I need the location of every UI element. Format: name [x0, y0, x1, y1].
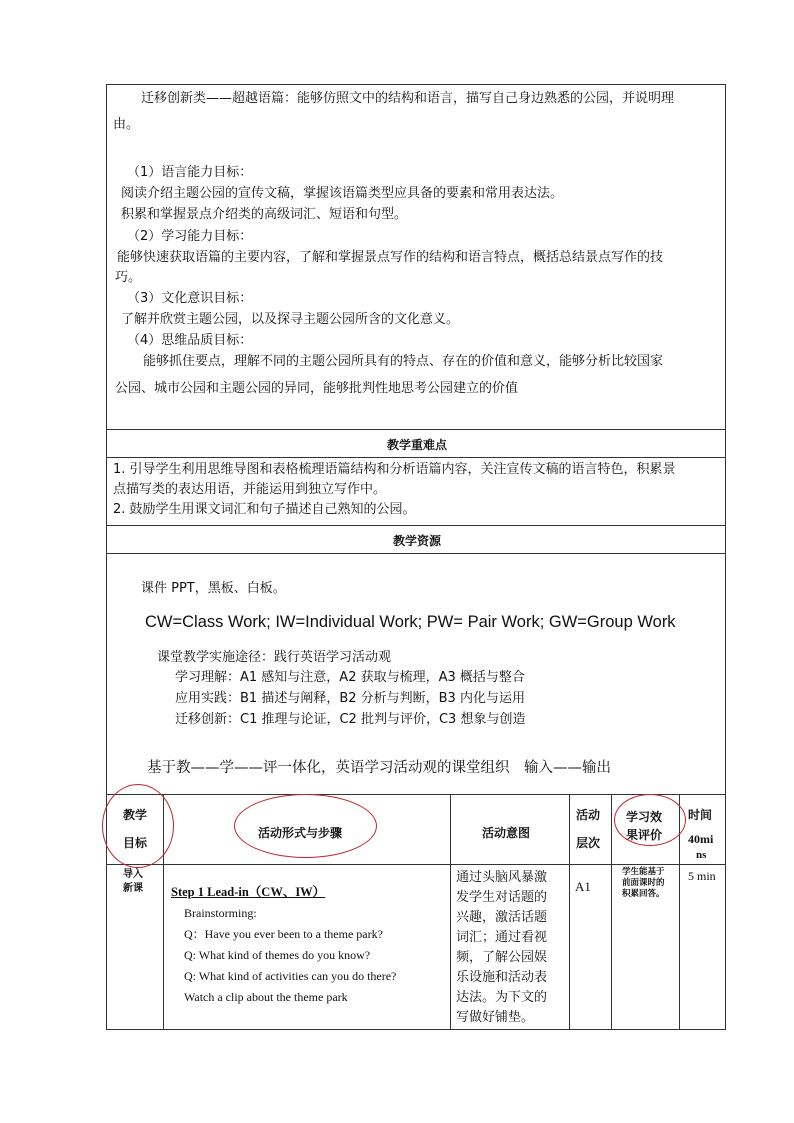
row1-intent-line-7: 达法。为下文的: [456, 990, 548, 1005]
level-c-line: 迁移创新：C1 推理与论证，C2 批判与评价，C3 想象与创造: [175, 712, 526, 727]
row1-goal-line-1: 导入: [123, 869, 143, 880]
col-intent-header: [451, 794, 570, 864]
goal3-line-1: 了解并欣赏主题公园，以及探寻主题公园所含的文化意义。: [121, 312, 460, 327]
row1-intent-line-4: 词汇；通过看视: [456, 930, 548, 945]
resources-body: [106, 554, 726, 794]
row1-eval-line-2: 前面课时的: [622, 878, 665, 888]
resources-header-row: [106, 526, 726, 554]
row1-time: 5 min: [688, 869, 716, 883]
col-steps-label: 活动形式与步骤: [258, 826, 343, 840]
goal4-line-2: 公园、城市公园和主题公园的异同，能够批判性地思考公园建立的价值: [115, 381, 519, 396]
goal3-title: （3）文化意识目标：: [127, 291, 253, 306]
resources-line-1: 课件 PPT，黑板、白板。: [141, 581, 286, 596]
row1-intent-line-6: 乐设施和活动表: [456, 970, 548, 985]
integration-line: 基于教——学——评一体化，英语学习活动观的课堂组织 输入——输出: [147, 760, 611, 776]
row1-eval-line-1: 学生能基于: [622, 867, 665, 877]
row1-level-cell: [570, 864, 612, 1030]
goal1-line-2: 积累和掌握景点介绍类的高级词汇、短语和句型。: [121, 207, 408, 222]
row1-step-title: Step 1 Lead-in（CW、IW）: [171, 885, 326, 899]
work-modes-legend: CW=Class Work; IW=Individual Work; PW= Pair Work; GW=Group Work: [145, 613, 676, 631]
row1-goal-cell: [106, 864, 164, 1030]
row1-step-line-4: Q: What kind of activities can you do there?: [184, 969, 397, 983]
goal1-line-1: 阅读介绍主题公园的宣传文稿，掌握该语篇类型应具备的要素和常用表达法。: [121, 186, 564, 201]
key-points-header: 教学重难点: [386, 438, 447, 452]
row1-intent-line-1: 通过头脑风暴激: [456, 870, 548, 885]
col-level-line-1: 活动: [576, 808, 601, 822]
col-time-line-1: 时间: [688, 808, 713, 822]
row1-eval-cell: [612, 864, 680, 1030]
key-points-body: [106, 458, 726, 526]
row1-level: A1: [575, 879, 591, 894]
approach-line: 课堂教学实施途径：践行英语学习活动观: [157, 650, 392, 665]
row1-intent-line-3: 兴趣，激活话题: [456, 910, 548, 925]
goal4-line-1: 能够抓住要点，理解不同的主题公园所具有的特点、存在的价值和意义，能够分析比较国家: [143, 354, 664, 369]
key-points-header-row: [106, 430, 726, 458]
row1-intent-line-5: 频，了解公园娱: [456, 950, 548, 965]
col-eval-line-1: 学习效: [626, 810, 663, 824]
resources-header: 教学资源: [392, 534, 441, 548]
col-time-line-2: 40mi: [688, 832, 714, 846]
intro-line-2: 由。: [113, 117, 140, 132]
col-eval-line-2: 果评价: [626, 828, 663, 842]
key-point-line-1: 1. 引导学生利用思维导图和表格梳理语篇结构和分析语篇内容，关注宣传文稿的语言特色，积累景: [113, 462, 676, 477]
col-intent-label: 活动意图: [482, 826, 531, 840]
goal2-title: （2）学习能力目标：: [127, 229, 253, 244]
goals-section: [106, 84, 726, 430]
level-b-line: 应用实践：B1 描述与阐释，B2 分析与判断，B3 内化与运用: [175, 691, 525, 706]
row1-intent-line-8: 写做好铺垫。: [456, 1010, 535, 1025]
col-time-header: [680, 794, 726, 864]
annotation-circle-goal: [102, 784, 174, 868]
row1-goal-line-2: 新课: [123, 883, 143, 894]
row1-eval-line-3: 积累回答。: [622, 889, 665, 899]
row1-step-line-5: Watch a clip about the theme park: [184, 990, 348, 1004]
level-a-line: 学习理解：A1 感知与注意，A2 获取与梳理，A3 概括与整合: [175, 670, 525, 685]
lesson-plan-table: [106, 84, 726, 1030]
key-point-line-2: 点描写类的表达用语，并能运用到独立写作中。: [113, 482, 387, 497]
key-point-line-3: 2. 鼓励学生用课文词汇和句子描述自己熟知的公园。: [113, 502, 416, 517]
row1-time-cell: [680, 864, 726, 1030]
row1-intent-line-2: 发学生对话题的: [456, 890, 548, 905]
row1-steps-cell: [164, 864, 451, 1030]
col-level-line-2: 层次: [576, 836, 601, 850]
col-goal-line-1: 教学: [123, 808, 148, 822]
goal2-line-2: 巧。: [115, 270, 142, 285]
col-level-header: [570, 794, 612, 864]
goal1-title: （1）语言能力目标：: [127, 165, 253, 180]
col-goal-line-2: 目标: [123, 836, 148, 850]
annotation-circle-steps: [234, 794, 377, 858]
goal4-title: （4）思维品质目标：: [127, 333, 253, 348]
intro-line-1: 迁移创新类——超越语篇：能够仿照文中的结构和语言，描写自己身边熟悉的公园，并说明理: [141, 91, 675, 106]
row1-intent-cell: [451, 864, 570, 1030]
row1-step-line-3: Q: What kind of themes do you know?: [184, 948, 371, 962]
row1-step-line-1: Brainstorming:: [184, 906, 257, 920]
row1-step-line-2: Q：Have you ever been to a theme park?: [184, 927, 383, 941]
annotation-circle-eval: [614, 794, 686, 846]
col-time-line-3: ns: [696, 849, 707, 861]
goal2-line-1: 能够快速获取语篇的主要内容，了解和掌握景点写作的结构和语言特点，概括总结景点写作的技: [117, 250, 664, 265]
